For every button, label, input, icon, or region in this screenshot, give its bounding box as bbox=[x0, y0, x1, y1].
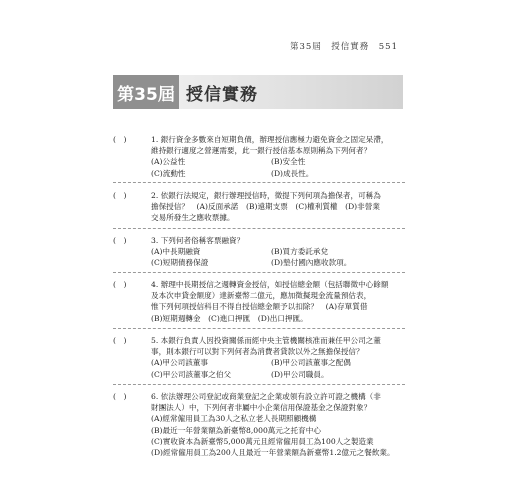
question-stem-line: 擔保授信？ (A)反面承諾 (B)遠期支票 (C)權利質權 (D)非營業 bbox=[151, 202, 380, 212]
question-stem-line: 惟下列何項授信科目不得自授信總金額予以扣除？ (A)存單質借 bbox=[151, 302, 368, 312]
question-divider bbox=[113, 384, 405, 385]
question-stem-line: 5. 本銀行負責人因投資關係而經中央主管機關核准而兼任甲公司之董 bbox=[151, 336, 381, 345]
question-divider bbox=[113, 228, 405, 229]
options bbox=[151, 156, 413, 178]
question-divider bbox=[113, 272, 405, 273]
option-c: (C)流動性 bbox=[151, 168, 186, 178]
chapter-label: 第35屆 bbox=[113, 75, 179, 109]
option-a: (A)經常僱用員工為30人之私立老人長期照顧機構 bbox=[151, 414, 317, 424]
question-divider bbox=[113, 182, 405, 183]
question-stem-line: 2. 依銀行法規定，銀行辦理授信時，徵提下列何項為擔保者，可稱為 bbox=[151, 191, 381, 200]
answer-blank: ( ) bbox=[113, 336, 127, 345]
question-stem-line: (B)短期週轉金 (C)進口押匯 (D)出口押匯。 bbox=[151, 313, 308, 323]
option-d: (D)墊付國內應收款項。 bbox=[271, 258, 352, 268]
option-d: (D)甲公司職員。 bbox=[271, 369, 329, 379]
option-b: (B)安全性 bbox=[271, 157, 306, 167]
question-stem-line: 6. 依法辦理公司登記或商業登記之企業或領有設立許可證之機構（非 bbox=[151, 392, 381, 401]
option-b: (B)甲公司該董事之配偶 bbox=[271, 358, 351, 368]
option-d: (D)成長性。 bbox=[271, 168, 314, 178]
question-body bbox=[151, 235, 413, 269]
answer-blank: ( ) bbox=[113, 135, 127, 144]
question-stem-line: 1. 銀行資金多數來自短期負債，辦理授信應極力避免資金之固定呆滯， bbox=[151, 135, 389, 144]
answer-blank: ( ) bbox=[113, 236, 127, 245]
options bbox=[151, 246, 413, 268]
option-c: (C)實收資本為新臺幣5,000萬元且經常僱用員工為100人之製造業 bbox=[151, 436, 374, 446]
question-body bbox=[151, 335, 413, 380]
question-body bbox=[151, 391, 413, 458]
option-a: (A)公益性 bbox=[151, 157, 186, 167]
question-stem-line: 維持銀行適度之營運需要，此一銀行授信基本原則稱為下列何者？ bbox=[151, 146, 372, 156]
question-body bbox=[151, 134, 413, 179]
option-a: (A)中長期融資 bbox=[151, 247, 201, 257]
running-head: 第35屆 授信實務 551 bbox=[289, 42, 398, 52]
answer-blank: ( ) bbox=[113, 191, 127, 200]
answer-blank: ( ) bbox=[113, 280, 127, 289]
option-d: (D)經常僱用員工為200人且最近一年營業額為新臺幣1.2億元之餐飲業。 bbox=[151, 448, 395, 458]
question-stem-line: 交易所發生之應收票據。 bbox=[151, 213, 235, 223]
option-b: (B)買方委託承兌 bbox=[271, 247, 329, 257]
answer-blank: ( ) bbox=[113, 392, 127, 401]
chapter-title: 授信實務 bbox=[186, 84, 258, 105]
question-stem-line: 4. 辦理中長期授信之週轉資金授信，如授信總金額（包括聯徵中心餘額 bbox=[151, 280, 389, 289]
options bbox=[151, 357, 413, 379]
question-divider bbox=[113, 328, 405, 329]
question-stem-line: 3. 下列何者俗稱客票融資？ bbox=[151, 236, 245, 245]
option-c: (C)甲公司該董事之伯父 bbox=[151, 369, 232, 379]
question-stem-line: 財團法人）中，下列何者非屬中小企業信用保證基金之保證對象？ bbox=[151, 403, 372, 413]
option-b: (B)最近一年營業額為新臺幣8,000萬元之托育中心 bbox=[151, 425, 321, 435]
question-body bbox=[151, 279, 413, 324]
option-c: (C)短期債務保證 bbox=[151, 258, 209, 268]
question-stem-line: 事，則本銀行可以對下列何者為消費者貸款以外之無擔保授信？ bbox=[151, 347, 364, 357]
question-stem-line: 及本次申貸金額度）達新臺幣二億元，應加徵擬現金流量預估表， bbox=[151, 291, 372, 301]
option-a: (A)甲公司該董事 bbox=[151, 358, 208, 368]
question-body bbox=[151, 190, 413, 224]
